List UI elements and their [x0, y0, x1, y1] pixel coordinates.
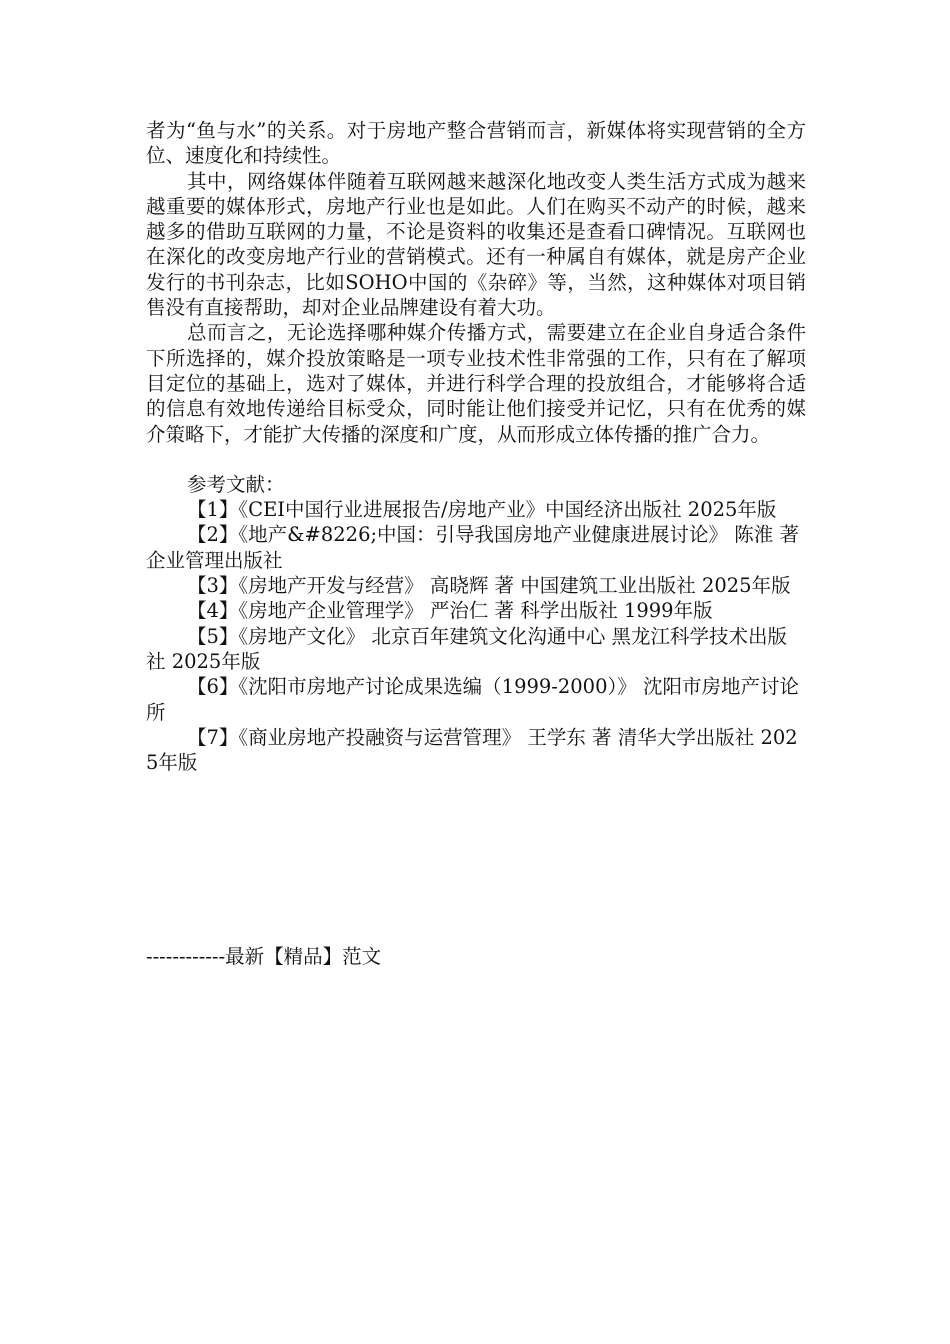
references-list: [146, 497, 806, 775]
reference-item: 【3】《房地产开发与经营》 高晓辉 著 中国建筑工业出版社 2025年版: [187, 574, 791, 598]
reference-item: 【5】《房地产文化》 北京百年建筑文化沟通中心 黑龙江科学技术出版社 2025年版: [146, 624, 788, 673]
references-heading: 参考文献：: [187, 472, 285, 496]
body-paragraph-conclusion: 总而言之，无论选择哪种媒介传播方式，需要建立在企业自身适合条件下所选择的，媒介投放策略是一项专业技术性非常强的工作，只有在了解项目定位的基础上，选对了媒体，并进行科学合理的投放组合，才能够将合适的信息有效地传递给目标受众，同时能让他们接受并记忆，只有在优秀的媒介策略下，才能扩大传播的深度和广度，从而形成立体传播的推广合力。: [146, 321, 806, 446]
reference-item: 【6】《沈阳市房地产讨论成果选编（1999-2000）》 沈阳市房地产讨论所: [146, 675, 799, 724]
document-page: [146, 118, 806, 775]
reference-item: 【7】《商业房地产投融资与运营管理》 王学东 著 清华大学出版社 2025年版: [146, 725, 798, 775]
footer-label: ------------最新【精品】范文: [146, 945, 382, 968]
reference-item: 【2】《地产&#8226;中国：引导我国房地产业健康进展讨论》 陈淮 著 企业管理出版社: [146, 523, 799, 572]
reference-item: 【1】《CEI中国行业进展报告/房地产业》中国经济出版社 2025年版: [187, 498, 777, 522]
body-paragraph-continued: 者为“鱼与水”的关系。对于房地产整合营销而言，新媒体将实现营销的全方位、速度化和持续性。: [146, 119, 806, 168]
section-spacer: [146, 447, 806, 472]
reference-item: 【4】《房地产企业管理学》 严治仁 著 科学出版社 1999年版: [187, 599, 713, 623]
body-paragraph-internet-media: 其中，网络媒体伴随着互联网越来越深化地改变人类生活方式成为越来越重要的媒体形式，房地产行业也是如此。人们在购买不动产的时候，越来越多的借助互联网的力量，不论是资料的收集还是查看口碑情况。互联网也在深化的改变房地产行业的营销模式。还有一种属自有媒体，就是房产企业发行的书刊杂志，比如SOHO中国的《杂碎》等，当然，这种媒体对项目销售没有直接帮助，却对企业品牌建设有着大功。: [146, 169, 806, 320]
